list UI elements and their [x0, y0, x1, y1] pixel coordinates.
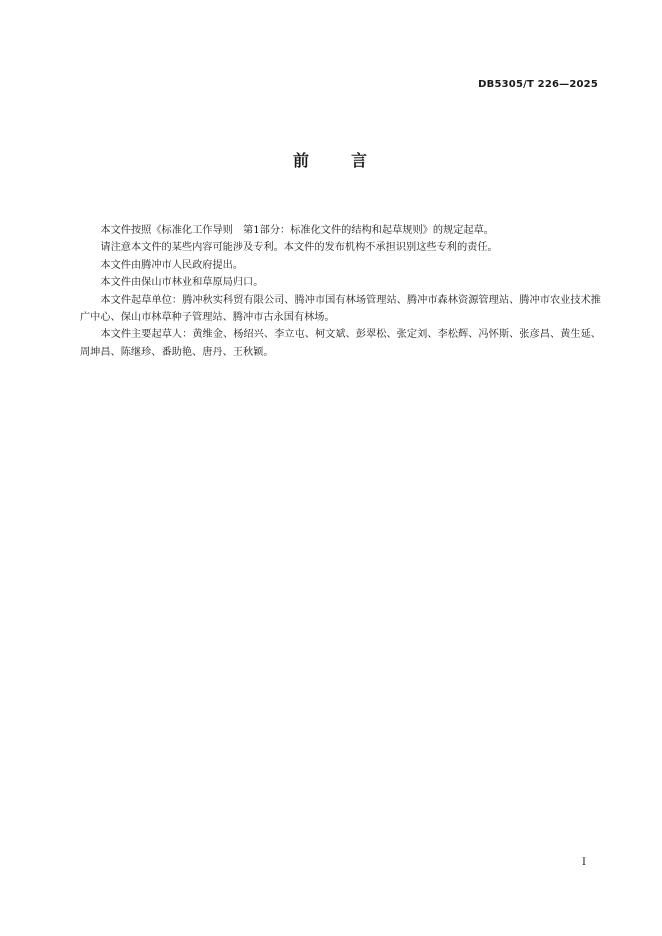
page-title — [0, 148, 662, 171]
title-char-2: 言 — [351, 151, 370, 170]
page-number: I — [582, 857, 586, 868]
paragraph-drafting-units: 本文件起草单位：腾冲秋实科贸有限公司、腾冲市国有林场管理站、腾冲市森林资源管理站、腾冲市农业技术推广中心、保山市林草种子管理站、腾冲市古永国有林场。 — [80, 294, 601, 324]
foreword-body — [80, 222, 601, 361]
paragraph-drafting-rules: 本文件按照《标准化工作导则 第1部分：标准化文件的结构和起草规则》的规定起草。 — [100, 225, 494, 236]
title-char-1: 前 — [292, 151, 311, 170]
paragraph-proposer: 本文件由腾冲市人民政府提出。 — [100, 259, 244, 271]
paragraph-patent-notice: 请注意本文件的某些内容可能涉及专利。本文件的发布机构不承担识别这些专利的责任。 — [100, 242, 498, 254]
document-code: DB5305/T 226—2025 — [478, 79, 598, 90]
paragraph-drafters: 本文件主要起草人：黄维金、杨绍兴、李立屯、柯文斌、彭翠松、张定刘、李松辉、冯怀斯、张彦昌、黄生延、周坤昌、陈继珍、番助艳、唐丹、王秋颖。 — [80, 329, 601, 358]
paragraph-administrator: 本文件由保山市林业和草原局归口。 — [100, 277, 264, 289]
